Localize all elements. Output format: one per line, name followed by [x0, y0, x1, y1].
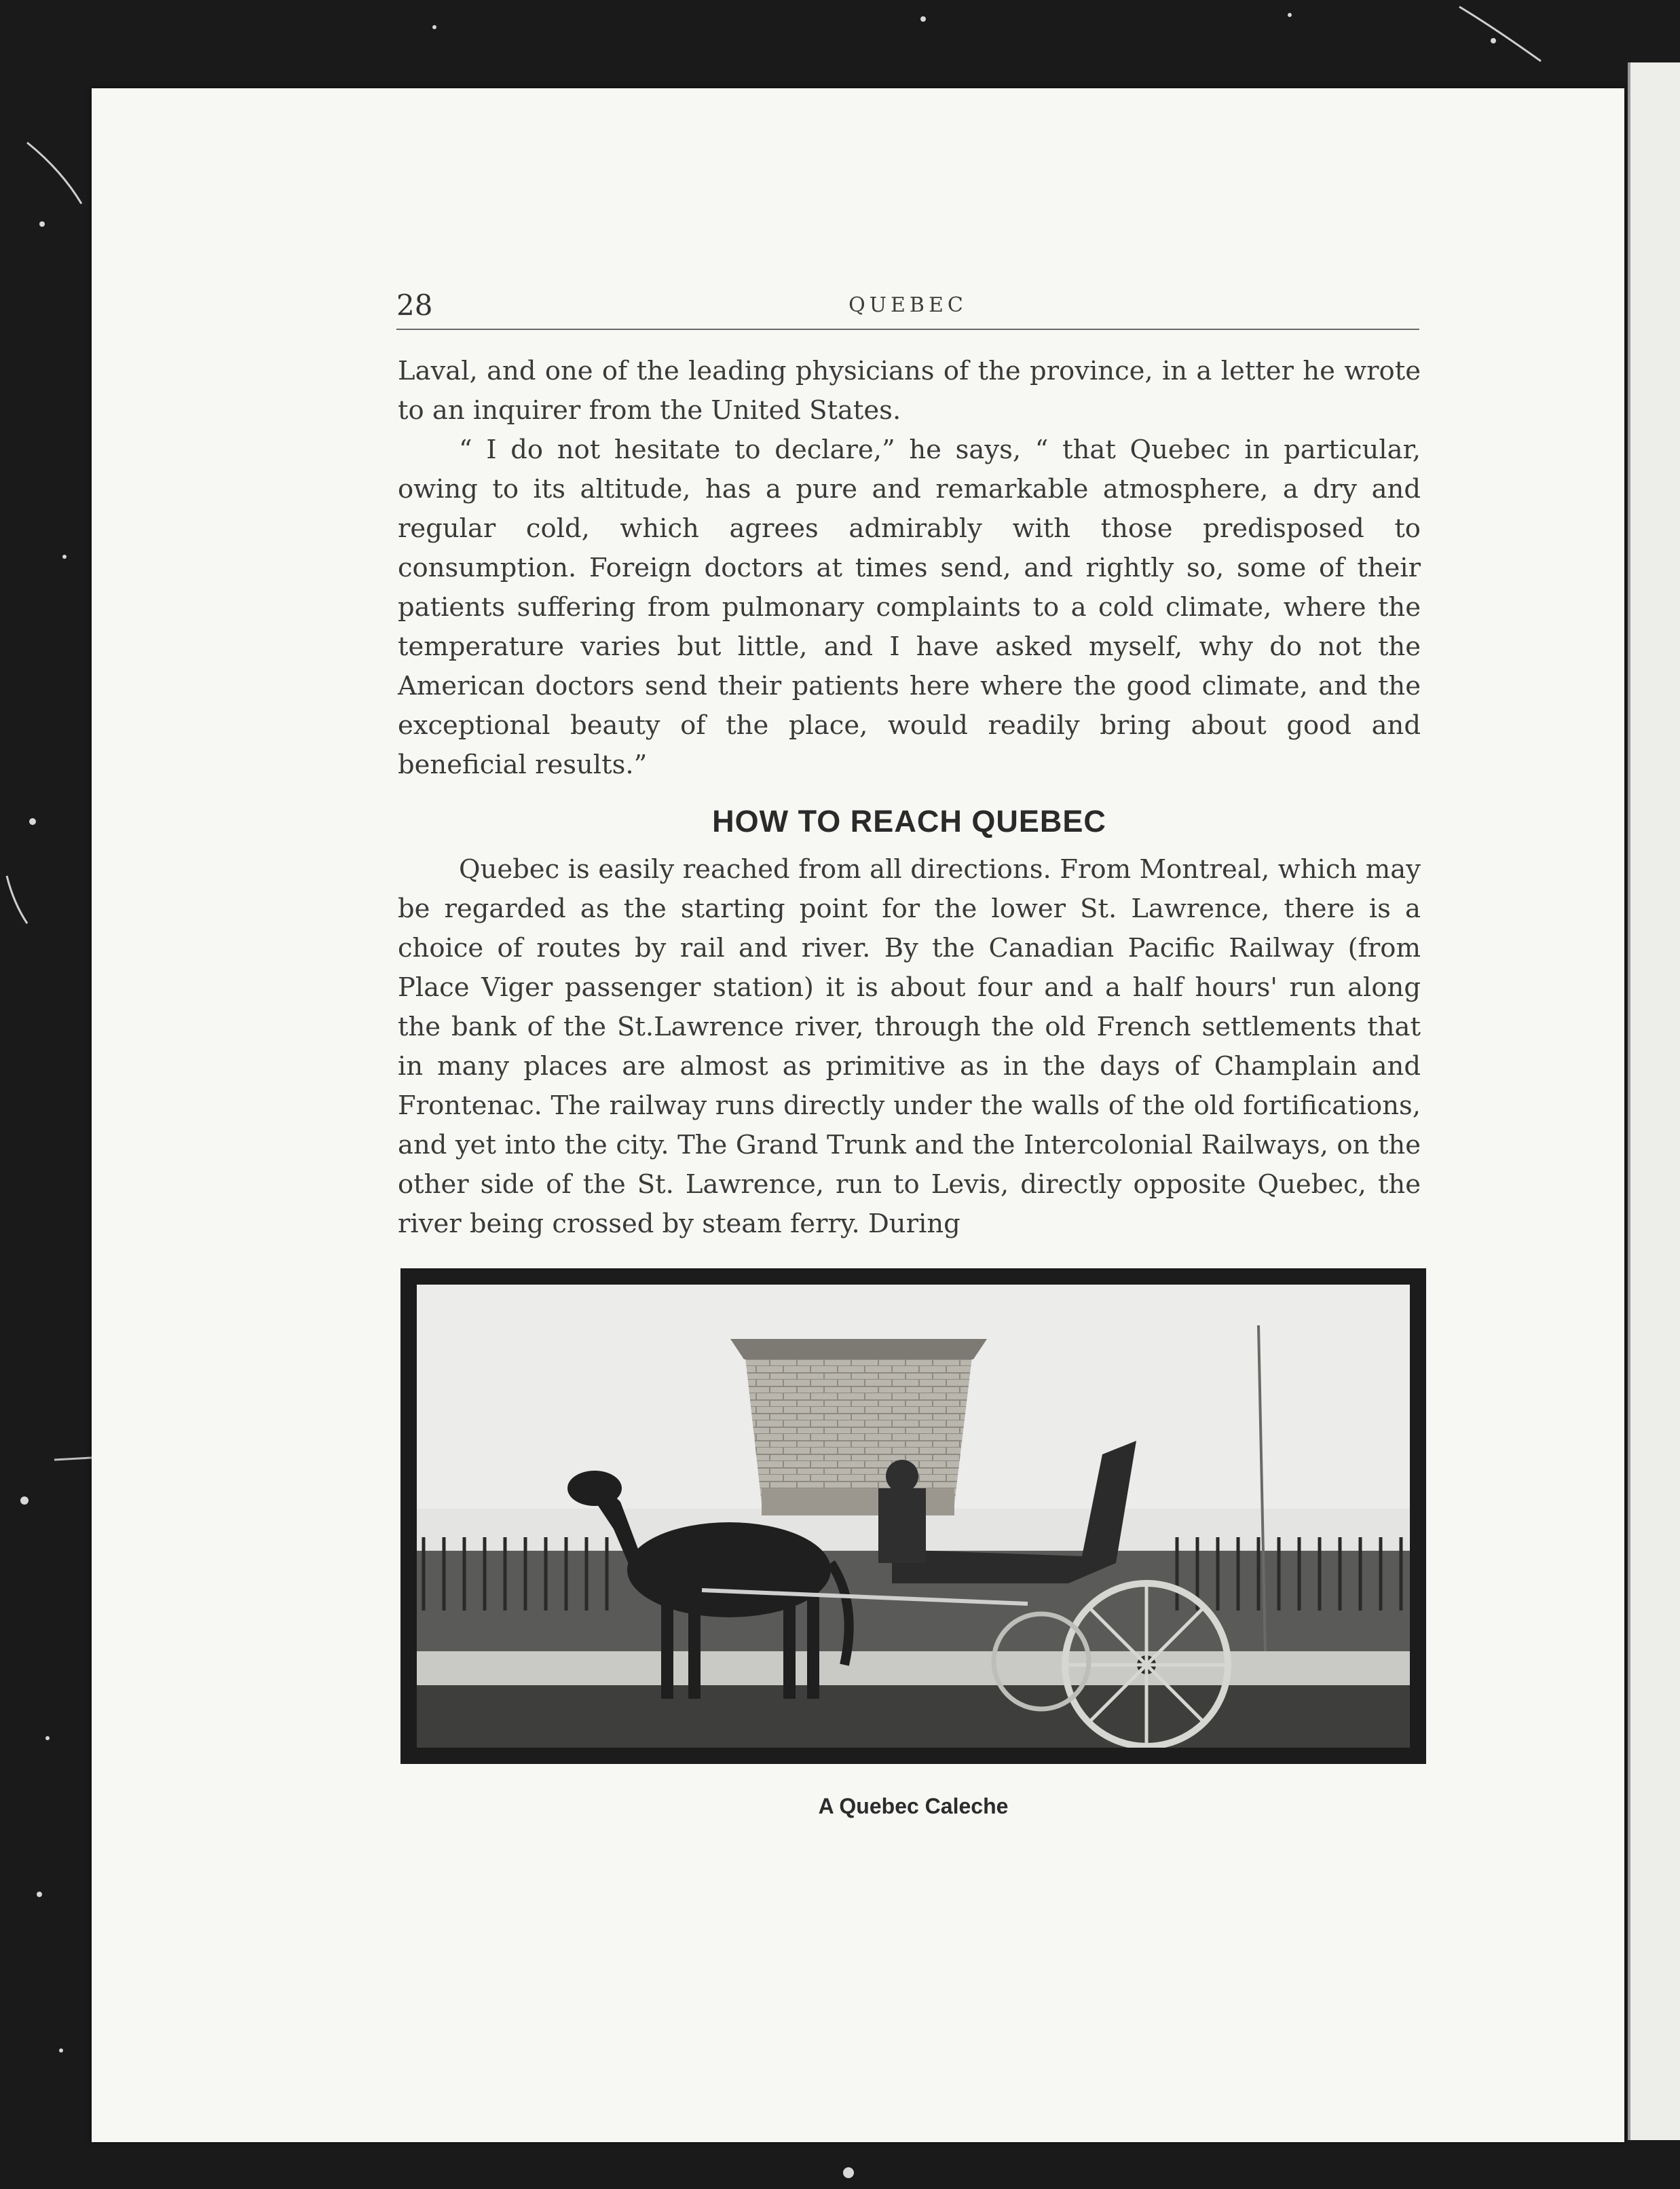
road — [417, 1685, 1410, 1748]
next-page-edge — [1628, 62, 1680, 2140]
page-number: 28 — [396, 289, 433, 322]
caleche-photo-image — [417, 1285, 1410, 1748]
section-heading: HOW TO REACH QUEBEC — [712, 804, 1106, 839]
martello-tower — [730, 1339, 987, 1515]
figure-caption: A Quebec Caleche — [818, 1794, 1009, 1818]
paragraph-1: Laval, and one of the leading physicians of the province, in a letter he wrote to an inquirer from the United States. — [398, 356, 1421, 426]
body-text-continued — [398, 352, 1421, 785]
paragraph-3: Quebec is easily reached from all directions. From Montreal, which may be regarded as the starting point for the lower St. Lawrence, there is a choice of routes by rail and river. By the Canadian Pacific Railway (from Place Viger passenger station) it is about four and a half hours' run along the bank of the St.Lawrence river, through the old French settlements that in many places are almost as primitive as in the days of Champlain and Frontenac. The railway runs directly under the walls of the old fortifications, and yet into the city. The Grand Trunk and the Intercolonial Railways, on the other side of the St. Lawrence, run to Levis, directly opposite Quebec, the river being crossed by steam ferry. During — [398, 854, 1421, 1239]
sidewalk — [417, 1651, 1410, 1685]
caleche-photograph — [400, 1268, 1426, 1764]
running-head — [396, 285, 1419, 330]
running-title: QUEBEC — [848, 293, 967, 317]
body-text-section — [398, 850, 1421, 1244]
paragraph-2-quotation: “ I do not hesitate to declare,” he says, “ that Quebec in particular, owing to its altitude, has a pure and remarkable atmosphere, a dry and regular cold, which agrees admirably with those predisposed to consumption. Foreign doctors at times send, and rightly so, some of their patients suffering from pulmonary complaints to a cold climate, where the temperature varies but little, and I have asked myself, why do not the American doctors send their patients here where the good climate, and the exceptional beauty of the place, would readily bring about good and beneficial results.” — [398, 435, 1421, 780]
